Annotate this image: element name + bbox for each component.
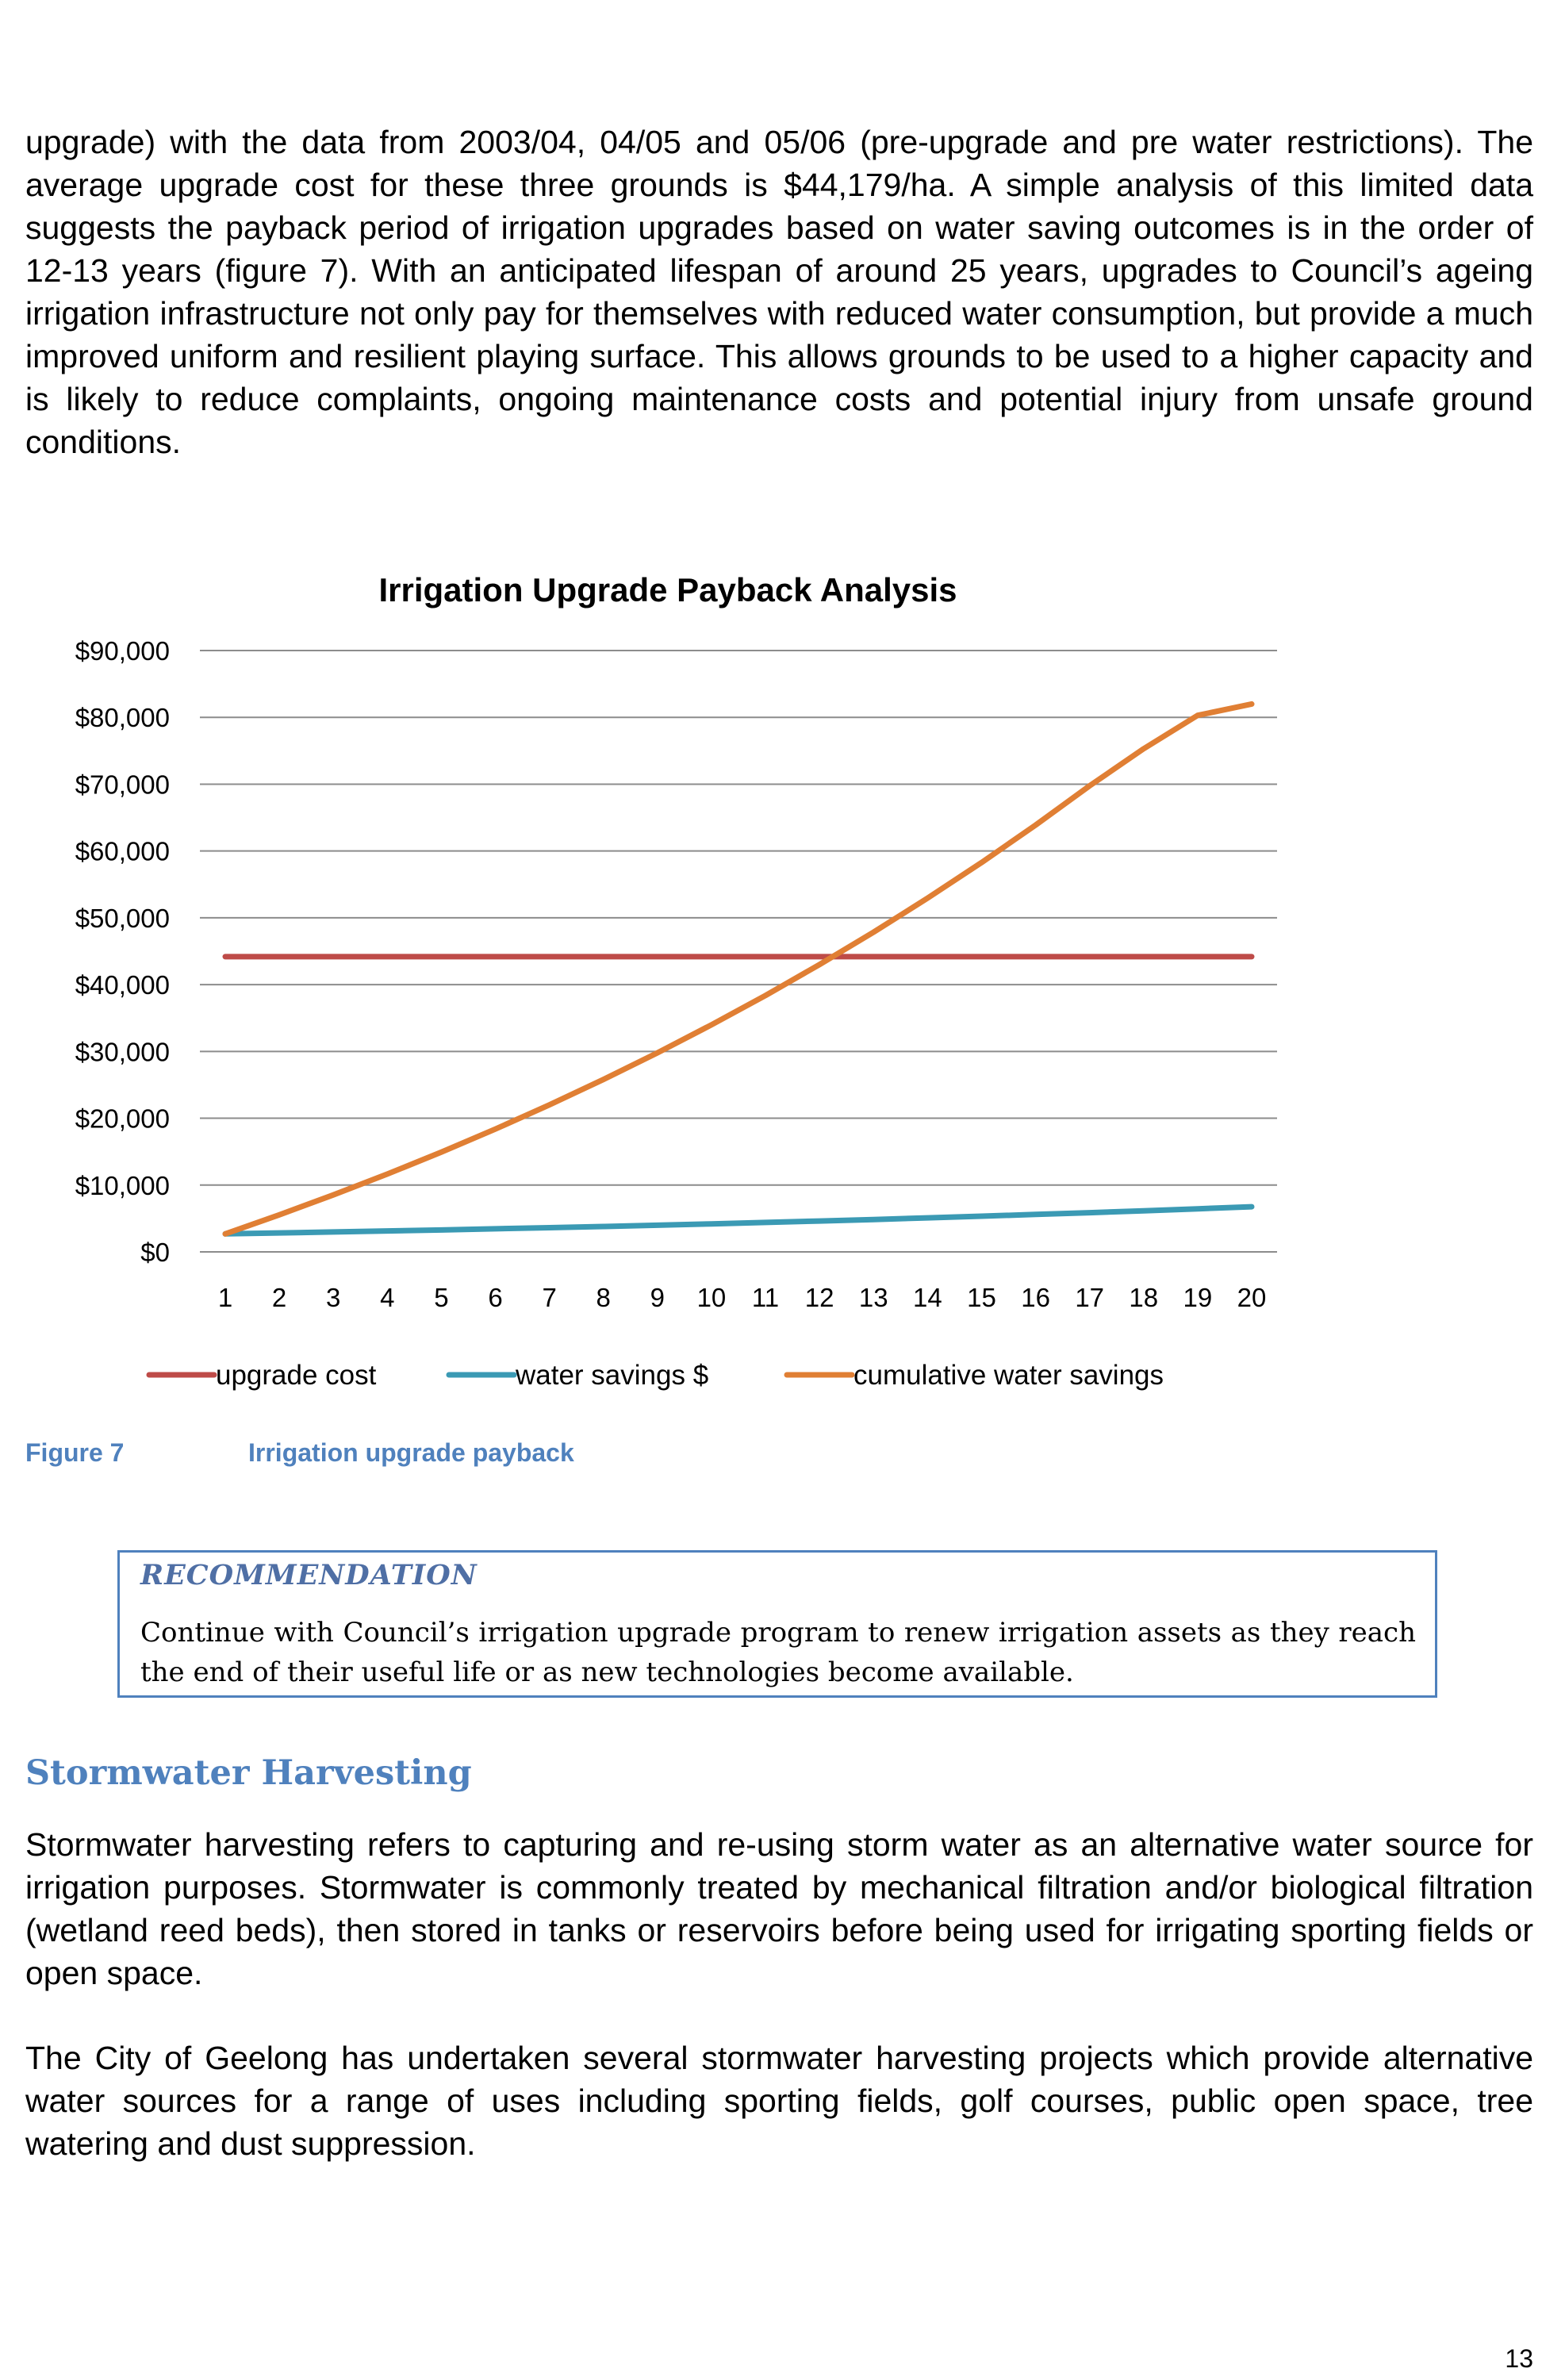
x-tick-label: 19	[1183, 1283, 1213, 1312]
x-tick-label: 10	[696, 1283, 727, 1312]
x-tick-label: 13	[858, 1283, 888, 1312]
y-tick-label: $30,000	[75, 1037, 170, 1067]
y-tick-label: $10,000	[75, 1170, 170, 1200]
x-tick-label: 17	[1075, 1283, 1105, 1312]
x-tick-label: 5	[434, 1283, 449, 1312]
x-tick-label: 8	[596, 1283, 611, 1312]
legend-label: water savings $	[516, 1360, 709, 1391]
x-tick-label: 7	[542, 1283, 557, 1312]
y-tick-label: $80,000	[75, 703, 170, 733]
legend-label: cumulative water savings	[853, 1360, 1164, 1391]
x-tick-label: 15	[967, 1283, 996, 1312]
x-tick-label: 4	[380, 1283, 395, 1312]
x-tick-label: 16	[1021, 1283, 1050, 1312]
figure-caption: Irrigation upgrade payback	[248, 1438, 574, 1467]
legend-label: upgrade cost	[216, 1360, 377, 1391]
x-tick-label: 11	[751, 1283, 780, 1312]
y-tick-label: $60,000	[75, 836, 170, 866]
section-heading: Stormwater Harvesting	[25, 1753, 472, 1793]
recommendation-title: RECOMMENDATION	[140, 1559, 478, 1591]
recommendation-body: Continue with Council’s irrigation upgrade program to renew irrigation assets as they reach the end of their useful life or as new technologies become available.	[140, 1617, 1416, 1688]
intro-paragraph: upgrade) with the data from 2003/04, 04/05 and 05/06 (pre-upgrade and pre water restrictions). The average upgrade cost for these three grounds is $44,179/ha. A simple analysis of this limited data suggests the payback period of irrigation upgrades based on water saving outcomes is in the order of 12-13 years (figure 7). With an anticipated lifespan of around 25 years, upgrades to Council’s ageing irrigation infrastructure not only pay for themselves with reduced water consumption, but provide a much improved uniform and resilient playing surface. This allows grounds to be used to a higher capacity and is likely to reduce complaints, ongoing maintenance costs and potential injury from unsafe ground conditions.	[25, 124, 1533, 460]
x-tick-label: 3	[326, 1283, 341, 1312]
stormwater-paragraph-1: Stormwater harvesting refers to capturing and re-using storm water as an alternative water source for irrigation purposes. Stormwater is commonly treated by mechanical filtration and/or biological filtration (wetland reed beds), then stored in tanks or reservoirs before being used for irrigating sporting fields or open space.	[25, 1826, 1533, 1991]
y-tick-label: $70,000	[75, 770, 170, 800]
x-tick-label: 20	[1237, 1283, 1267, 1312]
chart-title: Irrigation Upgrade Payback Analysis	[378, 571, 957, 608]
x-tick-label: 18	[1129, 1283, 1159, 1312]
y-tick-label: $90,000	[75, 636, 170, 666]
y-tick-label: $50,000	[75, 903, 170, 933]
x-tick-label: 9	[650, 1283, 666, 1312]
page-number: 13	[1505, 2344, 1533, 2373]
figure-number: Figure 7	[25, 1438, 125, 1467]
x-tick-label: 6	[488, 1283, 503, 1312]
stormwater-paragraph-2: The City of Geelong has undertaken several stormwater harvesting projects which provide alternative water sources for a range of uses including sporting fields, golf courses, public open space, tree watering and dust suppression.	[25, 2040, 1533, 2162]
y-tick-label: $20,000	[75, 1104, 170, 1134]
y-tick-label: $0	[140, 1238, 170, 1267]
recommendation-box	[117, 1550, 1437, 1698]
payback-chart-svg	[0, 555, 1565, 1412]
payback-chart	[0, 555, 1565, 1412]
x-tick-label: 1	[217, 1283, 233, 1312]
y-tick-label: $40,000	[75, 970, 170, 1000]
series-line-2	[225, 1207, 1252, 1234]
x-tick-label: 14	[913, 1283, 942, 1312]
x-tick-label: 2	[271, 1283, 287, 1312]
x-tick-label: 12	[804, 1283, 834, 1312]
